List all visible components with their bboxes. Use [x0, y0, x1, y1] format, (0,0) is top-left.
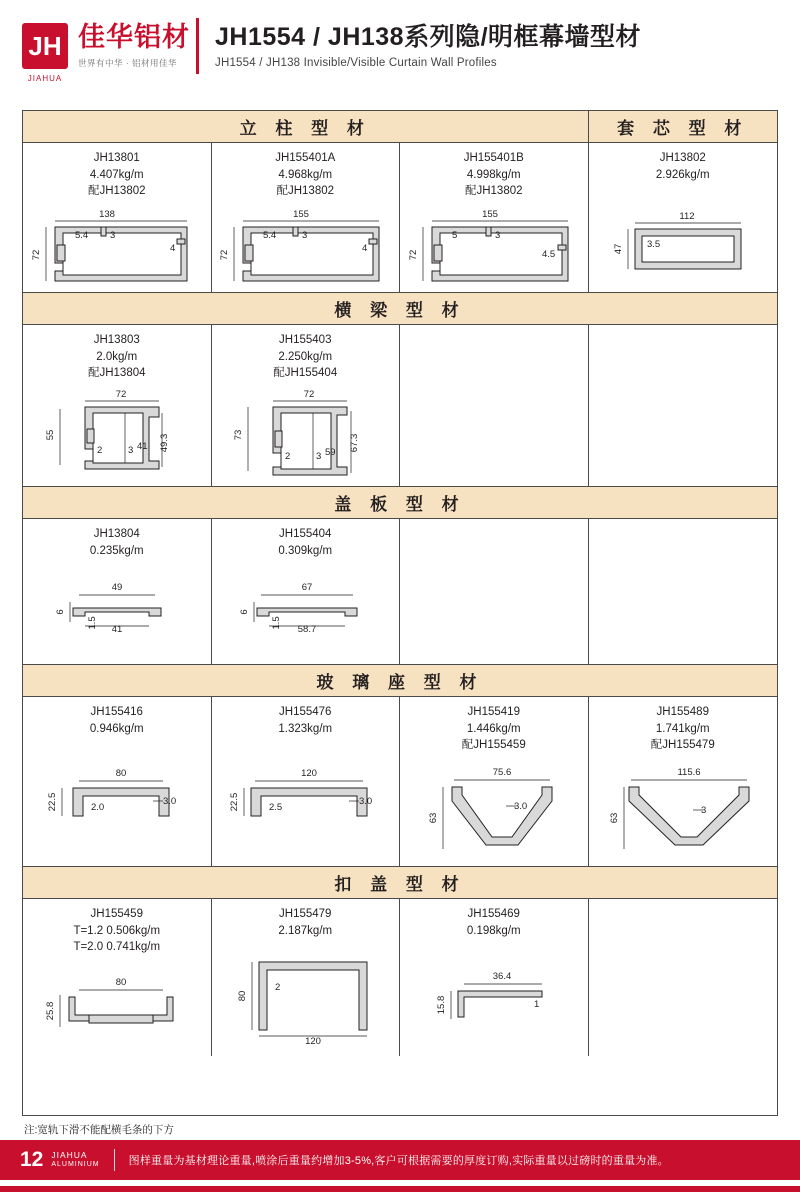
dim-b: 3.0: [162, 796, 176, 808]
dim-b: 3: [302, 230, 308, 241]
footer-note: 图样重量为基材理论重量,喷涂后重量约增加3-5%,客户可根据需要的厚度订购,实际重量以过磅时的重量为准。: [128, 1155, 669, 1167]
logo-mark-icon: [22, 23, 68, 83]
dim-b: 3: [127, 444, 134, 456]
profile-cell-empty-4: [589, 519, 778, 665]
dim-a: 5.4: [74, 230, 88, 241]
profile-label: JH155476 1.323kg/m: [278, 706, 333, 735]
band-row-4: [23, 665, 777, 697]
dim-width: 67: [301, 581, 313, 593]
dim-width: 120: [305, 1035, 322, 1047]
page-number: 12: [20, 1148, 44, 1171]
dim-t: 2: [275, 981, 281, 993]
dim-height: 72: [30, 249, 42, 261]
profile-cell-jh155459: [23, 899, 212, 1056]
profile-row-2: [23, 325, 777, 487]
page-footer: [0, 1140, 800, 1180]
profile-cell-jh155401b: [400, 143, 589, 293]
profile-cell-jh155469: [400, 899, 589, 1056]
profile-drawing-jh155404: [212, 559, 400, 664]
profile-row-3: [23, 519, 777, 665]
band-row-1: [23, 111, 777, 143]
profile-cell-jh155476: [212, 697, 401, 867]
profile-drawing-jh155469: [400, 939, 588, 1056]
footer-brand-sub: ALUMINIUM: [51, 1160, 100, 1168]
dim-b: 3: [494, 230, 501, 241]
logo-company-name: 佳华铝材: [78, 22, 190, 53]
header-divider: [196, 18, 199, 74]
page-header: [0, 0, 800, 92]
profile-cell-jh13804: [23, 519, 212, 665]
dim-a: 3.0: [513, 800, 527, 812]
profile-cell-jh155419: [400, 697, 589, 867]
profile-label: JH155404 0.309kg/m: [278, 528, 333, 557]
profile-cell-jh13802: [589, 143, 778, 293]
profile-label: JH155419 1.446kg/m 配JH155459: [461, 706, 526, 752]
dim-a: 2.0: [90, 802, 104, 814]
profile-drawing-jh155419: [400, 754, 588, 866]
footer-brand: [51, 1151, 99, 1169]
profile-drawing-jh13803: [23, 382, 211, 486]
dim-c: 59: [325, 446, 336, 458]
band-cover-plate-profiles: 盖 板 型 材: [23, 487, 777, 519]
band-column-profiles: 立 柱 型 材: [23, 111, 589, 143]
dim-a: 1.5: [271, 616, 283, 630]
profile-label: JH155479 2.187kg/m: [278, 908, 333, 937]
profile-label: JH155489 1.741kg/m 配JH155479: [650, 706, 715, 752]
profile-table: [22, 110, 778, 1116]
profile-drawing-jh13804: [23, 559, 211, 664]
band-beam-profiles: 横 梁 型 材: [23, 293, 777, 325]
dim-t: 1: [533, 998, 540, 1010]
profile-cell-jh13803: [23, 325, 212, 487]
logo-text: [78, 23, 190, 68]
profile-drawing-jh155476: [212, 737, 400, 866]
profile-label: JH155416 0.946kg/m: [89, 706, 144, 735]
profile-label: JH155401A 4.968kg/m 配JH13802: [275, 152, 336, 198]
dim-a: 3: [700, 804, 707, 816]
profile-label: JH13803 2.0kg/m 配JH13804: [87, 334, 146, 380]
dim-width: 138: [98, 209, 115, 220]
dim-width: 120: [301, 768, 318, 780]
dim-d: 67.3: [349, 433, 361, 452]
dim-h: 6: [239, 609, 251, 615]
profile-label: JH13802 2.926kg/m: [655, 152, 710, 181]
dim-width: 155: [293, 209, 310, 220]
profile-cell-empty-2: [589, 325, 778, 487]
band-snap-cover-profiles: 扣 盖 型 材: [23, 867, 777, 899]
dim-height: 55: [44, 429, 56, 440]
band-row-3: [23, 487, 777, 519]
dim-a: 5: [451, 230, 458, 241]
dim-width: 80: [115, 768, 127, 780]
dim-t: 3.5: [646, 238, 660, 250]
dim-b: 3.0: [359, 796, 373, 808]
brand-logo: [0, 0, 196, 92]
dim-height: 72: [407, 249, 419, 261]
band-sleeve-profiles: 套 芯 型 材: [589, 111, 778, 143]
profile-cell-jh13801: [23, 143, 212, 293]
band-glass-seat-profiles: 玻 璃 座 型 材: [23, 665, 777, 697]
band-row-5: [23, 867, 777, 899]
dim-height: 47: [612, 243, 624, 254]
profile-drawing-jh155401a: [212, 200, 400, 292]
profile-drawing-jh13802: [589, 183, 778, 292]
dim-height: 72: [219, 249, 231, 261]
footer-divider: [114, 1149, 115, 1171]
profile-cell-jh155489: [589, 697, 778, 867]
dim-c: 4: [169, 243, 176, 254]
profile-drawing-jh155489: [589, 754, 778, 866]
profile-row-5: [23, 899, 777, 1056]
dim-a: 5.4: [263, 230, 277, 241]
dim-a: 2.5: [269, 802, 283, 814]
page-title: [211, 23, 800, 69]
profile-cell-jh155401a: [212, 143, 401, 293]
dim-d: 49.3: [158, 433, 170, 452]
dim-width: 112: [679, 210, 695, 222]
dim-h: 6: [54, 609, 66, 615]
dim-b: 3: [109, 230, 116, 241]
title-chinese: JH1554 / JH138系列隐/明框幕墙型材: [215, 23, 642, 52]
profile-drawing-jh155479: [212, 939, 400, 1056]
profile-label: JH155403 2.250kg/m 配JH155404: [273, 334, 338, 380]
dim-width: 36.4: [492, 970, 511, 982]
profile-drawing-jh155416: [23, 737, 211, 866]
logo-slogan: 世界有中华 · 铝材用佳华: [78, 57, 178, 68]
dim-width: 72: [115, 388, 127, 400]
dim-width: 72: [303, 388, 315, 400]
profile-row-4: [23, 697, 777, 867]
dim-width: 115.6: [677, 766, 701, 778]
profile-cell-jh155416: [23, 697, 212, 867]
dim-a: 2: [96, 444, 103, 456]
dim-height: 22.5: [46, 792, 58, 812]
dim-b: 3: [316, 450, 322, 462]
dim-c: 41: [136, 440, 148, 452]
dim-c: 4: [362, 243, 368, 254]
dim-width: 49: [111, 581, 123, 593]
band-row-2: [23, 293, 777, 325]
profile-cell-jh155479: [212, 899, 401, 1056]
profile-drawing-jh155459: [23, 956, 211, 1056]
profile-row-1: [23, 143, 777, 293]
profile-label: JH155459 T=1.2 0.506kg/m T=2.0 0.741kg/m: [73, 908, 161, 954]
dim-height: 15.8: [435, 995, 447, 1014]
title-english: JH1554 / JH138 Invisible/Visible Curtain Wall Profiles: [215, 56, 497, 69]
dim-width: 155: [481, 209, 498, 220]
dim-width: 75.6: [492, 766, 511, 778]
profile-label: JH13801 4.407kg/m 配JH13802: [87, 152, 146, 198]
dim-c: 4.5: [541, 249, 555, 260]
profile-cell-empty-1: [400, 325, 589, 487]
profile-cell-jh155404: [212, 519, 401, 665]
dim-height: 25.8: [44, 1001, 56, 1021]
dim-height: 63: [427, 812, 439, 823]
profile-drawing-jh13801: [23, 200, 211, 292]
dim-height: 80: [237, 990, 249, 1001]
dim-b: 58.7: [298, 623, 317, 635]
footer-brand-name: JIAHUA: [51, 1150, 88, 1161]
dim-width: 80: [115, 977, 127, 988]
dim-b: 41: [111, 623, 123, 635]
dim-a: 1.5: [86, 616, 98, 630]
dim-height: 73: [233, 429, 245, 440]
profile-label: JH13804 0.235kg/m: [89, 528, 144, 557]
profile-drawing-jh155401b: [400, 200, 588, 292]
profile-cell-empty-3: [400, 519, 589, 665]
dim-height: 63: [608, 812, 620, 823]
profile-cell-jh155403: [212, 325, 401, 487]
profile-label: JH155469 0.198kg/m: [466, 908, 521, 937]
logo-mark-sub: JIAHUA: [27, 74, 63, 83]
footnote: 注:宽轨下滑不能配横毛条的下方: [24, 1124, 174, 1136]
profile-drawing-jh155403: [212, 382, 400, 486]
profile-label: JH155401B 4.998kg/m 配JH13802: [463, 152, 524, 198]
footer-bottom-bar: [0, 1186, 800, 1192]
logo-mark-text: JH: [28, 30, 62, 61]
profile-cell-empty-5: [589, 899, 778, 1056]
dim-a: 2: [285, 450, 291, 462]
dim-height: 22.5: [229, 792, 241, 812]
